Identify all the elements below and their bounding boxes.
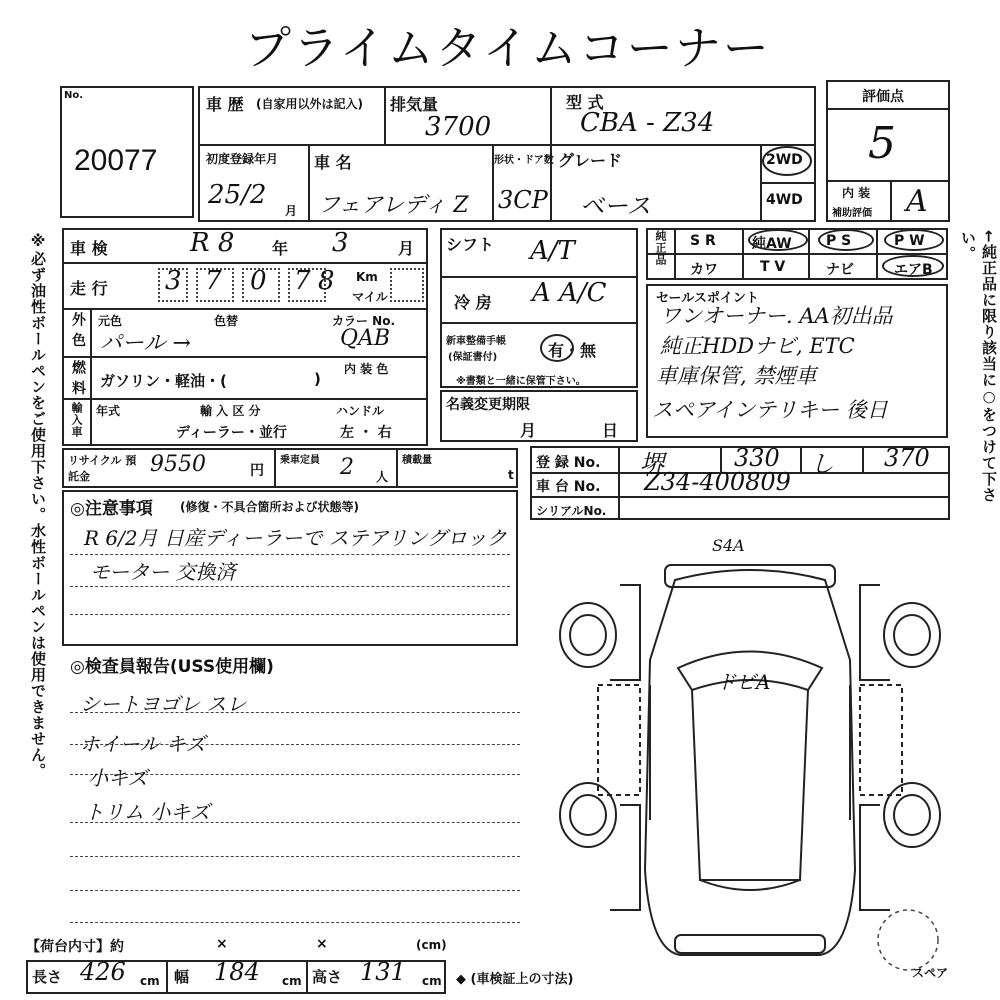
reg-number: 370	[884, 444, 930, 472]
length-unit: cm	[140, 974, 160, 988]
load-label: 積載量	[402, 455, 432, 466]
inspector-line-4: トリム 小キズ	[84, 800, 210, 824]
first-reg-value: 25/2	[208, 180, 267, 210]
inspection-era: R 8	[190, 228, 235, 258]
equip-aw: 純AW	[752, 236, 792, 252]
recycle-unit: 円	[250, 463, 264, 479]
aircon-value: A A/C	[532, 278, 607, 308]
notes-title: ◎注意事項	[70, 499, 153, 519]
length-label: 長さ	[32, 968, 63, 986]
car-name-value: フェアレディ Z	[318, 193, 469, 218]
import-year-label: 年式	[96, 404, 121, 418]
reg-class: 330	[734, 444, 780, 472]
first-reg-label: 初度登録年月	[206, 152, 279, 166]
mileage-digit-1: 3	[165, 266, 182, 296]
height-value: 131	[360, 958, 406, 986]
width-value: 184	[214, 958, 260, 986]
history-note: (自家用以外は記入)	[256, 97, 363, 111]
displacement-label: 排気量	[390, 95, 439, 114]
color-code-value: QAB	[340, 326, 391, 351]
manual-yes-circle	[540, 334, 574, 362]
spare-label: スペア	[912, 966, 949, 980]
inspector-title: ◎検査員報告(USS使用欄)	[70, 657, 274, 677]
roof-note: ドビA	[716, 670, 771, 694]
color-orig-label: 元色	[98, 314, 123, 328]
shift-label: シフト	[446, 235, 495, 254]
interior-label: 内 装	[842, 186, 871, 200]
rating-label: 評価点	[862, 89, 904, 105]
equip-aw-circle	[748, 229, 808, 251]
name-change-day: 日	[602, 421, 619, 440]
drive-2wd: 2WD	[766, 152, 803, 168]
equip-tv: T V	[760, 259, 786, 275]
first-reg-month-label: 月	[285, 204, 298, 218]
width-label: 幅	[174, 968, 190, 986]
reg-no-label: 登 録 No.	[536, 455, 601, 471]
height-label: 高さ	[312, 968, 343, 986]
color-repaint-label: 色替	[214, 314, 239, 328]
inspector-line-3: 小キズ	[88, 766, 148, 790]
roof-mark: S4A	[712, 536, 745, 555]
mileage-unit-mile: マイル	[352, 290, 388, 304]
dims-note: ◆ (車検証上の寸法)	[456, 972, 574, 987]
sales-label: セールスポイント	[656, 291, 759, 306]
inspection-month-label: 月	[398, 239, 415, 258]
cargo-label: 【荷台内寸】約	[26, 939, 124, 955]
manual-note: ※書類と一緒に保管下さい。	[456, 376, 586, 387]
chassis-label: 車 台 No.	[536, 479, 601, 495]
import-label: 輸入車	[70, 402, 83, 438]
manual-options: 有・無	[548, 341, 597, 360]
inspector-line-2: ホイール キズ	[80, 732, 206, 756]
equip-pw-circle	[884, 229, 944, 251]
car-name-label: 車 名	[314, 153, 352, 172]
model-label: 型 式	[566, 93, 604, 112]
sales-line-1: ワンオーナー. AA初出品	[660, 304, 893, 328]
aircon-label: 冷 房	[454, 293, 492, 312]
height-unit: cm	[422, 974, 442, 988]
import-kind-label: 輸 入 区 分	[200, 404, 261, 418]
reg-region: 堺	[640, 450, 664, 478]
capacity-unit: 人	[376, 470, 389, 484]
grade-label: グレード	[558, 151, 623, 170]
import-kind-options: ディーラー・並行	[176, 425, 287, 441]
fuel-options: ガソリン・軽油・(	[100, 372, 227, 390]
serial-label: シリアルNo.	[536, 504, 607, 518]
name-change-month: 月	[520, 421, 537, 440]
length-value: 426	[80, 958, 126, 986]
color-code-label: カラー No.	[332, 314, 396, 328]
mileage-digit-3: 0	[250, 266, 267, 296]
genuine-label: 純正品	[654, 230, 667, 266]
rating-score: 5	[868, 118, 896, 169]
equip-ps: P S	[826, 233, 852, 249]
equip-kawa: カワ	[690, 262, 718, 278]
interior-color-label: 内 装 色	[344, 362, 389, 376]
notes-line-2: モーター 交換済	[90, 560, 236, 584]
reg-kana: し	[810, 450, 834, 478]
capacity-label: 乗車定員	[280, 455, 320, 466]
sales-line-4: スペアインテリキー 後日	[652, 398, 888, 422]
color-label: 外 色	[70, 312, 86, 348]
shape-value: 3CP	[498, 186, 548, 214]
equip-ps-circle	[818, 229, 874, 251]
lot-number: 20077	[74, 144, 158, 177]
interior-sub: 補助評価	[832, 208, 872, 219]
chassis-value: Z34-400809	[644, 468, 791, 496]
mileage-label: 走 行	[70, 279, 108, 298]
equip-airbag: エアB	[894, 262, 933, 278]
manual-label: 新車整備手帳	[446, 336, 506, 347]
name-change-label: 名義変更期限	[446, 397, 530, 413]
handle-options: 左 ・ 右	[340, 425, 392, 441]
manual-sub: (保証書付)	[448, 352, 498, 363]
pen-notice: ※必ず油性ボールペンをご使用下さい。水性ボールペンは使用できません。	[29, 232, 47, 779]
history-label: 車 歴	[206, 95, 244, 114]
interior-grade: A	[906, 184, 928, 219]
mileage-digit-4: 7	[294, 266, 311, 296]
cargo-x1: ×	[216, 936, 228, 952]
equip-sr: S R	[690, 233, 716, 249]
mileage-digit-2: 7	[205, 266, 222, 296]
fuel-label: 燃 料	[70, 360, 86, 396]
mileage-digit-5: 8	[318, 266, 335, 296]
displacement-value: 3700	[425, 112, 492, 142]
sales-line-2: 純正HDDナビ, ETC	[660, 334, 855, 358]
car-diagram	[550, 540, 950, 980]
lot-no-label: No.	[64, 90, 84, 101]
drive-4wd: 4WD	[766, 192, 803, 208]
recycle-label: リサイクル 預託金	[68, 454, 137, 483]
width-unit: cm	[282, 974, 302, 988]
notes-line-1: R 6/2月 日産ディーラーで ステアリングロック	[84, 526, 507, 550]
model-value: CBA - Z34	[580, 108, 715, 138]
equip-navi: ナビ	[826, 262, 854, 278]
inspection-year-label: 年	[272, 239, 289, 258]
inspection-month: 3	[332, 228, 349, 258]
genuine-notice: ←純正品に限り該当に○をつけて下さい。	[959, 230, 998, 503]
recycle-value: 9550	[150, 452, 206, 477]
shift-value: A/T	[530, 236, 575, 266]
mileage-unit-km: Km	[356, 270, 378, 284]
capacity-value: 2	[340, 455, 354, 480]
cargo-unit: (cm)	[416, 938, 447, 952]
equip-airbag-circle	[882, 255, 944, 277]
sales-line-3: 車庫保管, 禁煙車	[656, 364, 817, 388]
drive-2wd-circle	[762, 146, 812, 176]
inspector-line-1: シートヨゴレ スレ	[80, 692, 247, 716]
cargo-x2: ×	[316, 936, 328, 952]
notes-sub: (修復・不具合箇所および状態等)	[180, 500, 359, 514]
page-title: プライムタイムコーナー	[245, 21, 771, 75]
handle-label: ハンドル	[336, 404, 385, 418]
color-value: パール →	[100, 331, 191, 356]
equip-pw: P W	[894, 233, 925, 249]
grade-value: ベース	[580, 192, 651, 220]
fuel-close: )	[314, 370, 321, 388]
inspection-label: 車 検	[70, 239, 108, 258]
shape-label: 形状・ドア数	[494, 155, 554, 166]
load-unit: t	[508, 468, 514, 482]
